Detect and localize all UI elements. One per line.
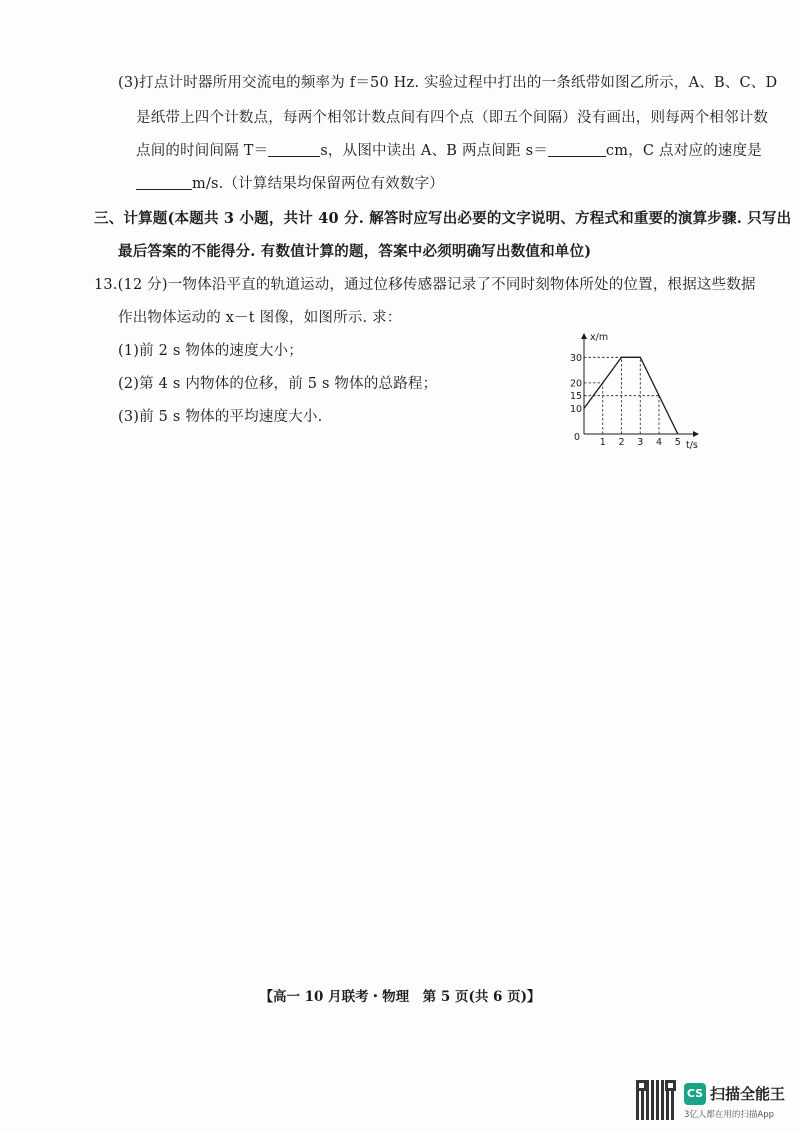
q13-sub2: (2)第 4 s 内物体的位移，前 5 s 物体的总路程； bbox=[118, 376, 438, 392]
q12-text-c: cm，C 点对应的速度是 bbox=[605, 143, 762, 159]
q13-line2: 作出物体运动的 x－t 图像，如图所示. 求： bbox=[118, 310, 402, 326]
q12-text-b: s，从图中读出 A、B 两点间距 s＝ bbox=[320, 143, 548, 159]
q12-part3-line4 bbox=[136, 172, 444, 193]
x-tick-label: 1 bbox=[599, 437, 606, 448]
q12-part3-line3 bbox=[136, 139, 762, 160]
q13-line1: 13.(12 分)一物体沿平直的轨道运动，通过位移传感器记录了不同时刻物体所处的位置，根据这些数据 bbox=[94, 277, 756, 293]
x-tick-label: 5 bbox=[674, 437, 681, 448]
q13-sub1: (1)前 2 s 物体的速度大小； bbox=[118, 343, 303, 359]
x-tick-label: 4 bbox=[656, 437, 663, 448]
camscanner-logo-icon: CS bbox=[684, 1083, 706, 1105]
section3-line2: 最后答案的不能得分. 有数值计算的题，答案中必须明确写出数值和单位) bbox=[118, 243, 592, 260]
q12-text-a: 点间的时间间隔 T＝ bbox=[136, 143, 269, 159]
blank-s bbox=[548, 142, 606, 157]
x-tick-label: 3 bbox=[637, 437, 644, 448]
y-tick-label: 30 bbox=[570, 352, 583, 364]
blank-T bbox=[268, 142, 320, 157]
blank-velocity bbox=[136, 175, 192, 190]
dashed-guides bbox=[584, 357, 659, 434]
watermark-brand: 扫描全能王 bbox=[710, 1085, 786, 1103]
q12-part3-line2: 是纸带上四个计数点，每两个相邻计数点间有四个点（即五个间隔）没有画出，则每两个相邻计数 bbox=[136, 110, 769, 126]
xt-graph bbox=[560, 326, 710, 456]
section3-line1: 三、计算题(本题共 3 小题，共计 40 分. 解答时应写出必要的文字说明、方程式和重要的演算步骤. 只写出 bbox=[94, 210, 792, 227]
q13-sub3: (3)前 5 s 物体的平均速度大小. bbox=[118, 409, 323, 425]
page-footer: 【高一 10 月联考・物理 第 5 页(共 6 页)】 bbox=[259, 989, 541, 1005]
origin-label: 0 bbox=[574, 432, 581, 443]
y-tick-label: 10 bbox=[570, 403, 583, 415]
watermark-tagline: 3亿人都在用的扫描App bbox=[684, 1110, 775, 1120]
x-tick-label: 2 bbox=[618, 437, 625, 448]
q12-text-d: m/s.（计算结果均保留两位有效数字） bbox=[192, 176, 444, 192]
scanner-watermark bbox=[636, 1080, 796, 1122]
y-tick-label: 20 bbox=[570, 378, 583, 390]
x-axis-label: t/s bbox=[686, 440, 698, 451]
y-axis-label: x/m bbox=[590, 332, 609, 343]
y-tick-label: 15 bbox=[570, 391, 583, 403]
qr-code-icon bbox=[636, 1080, 676, 1120]
q12-part3-line1: (3)打点计时器所用交流电的频率为 f＝50 Hz. 实验过程中打出的一条纸带如图乙所示，A、B、C、D bbox=[118, 75, 778, 91]
